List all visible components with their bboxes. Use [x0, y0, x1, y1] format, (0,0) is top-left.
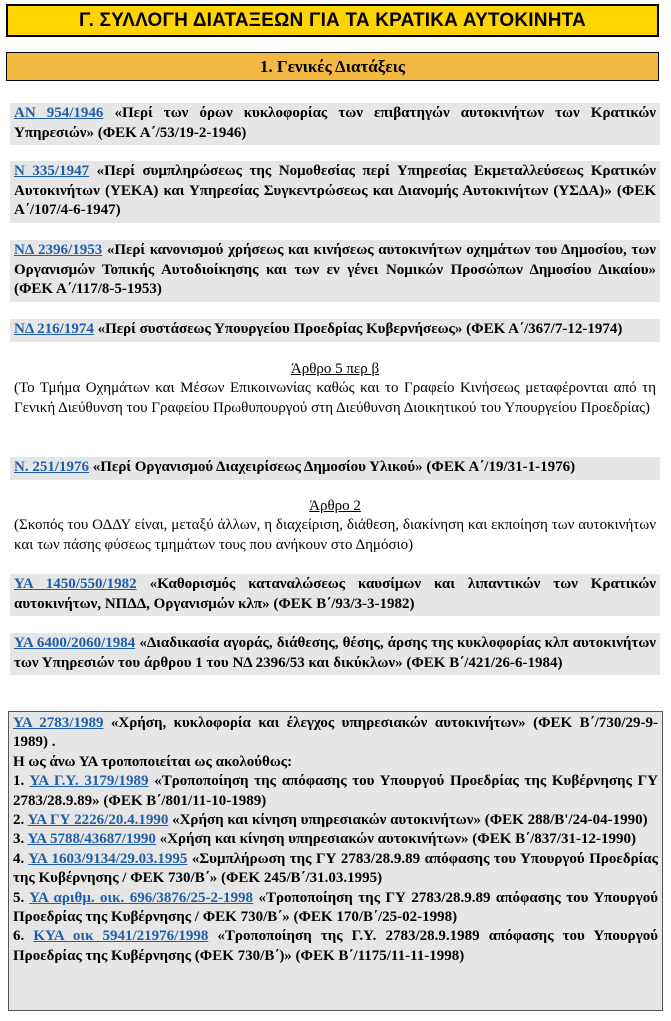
- amend-main-link[interactable]: ΥΑ 2783/1989: [13, 715, 104, 731]
- law-description-7: «Διαδικασία αγοράς, διάθεσης, θέσης, άρσης της κυκλοφορίας κλπ αυτοκινήτων των Υπηρεσιών του άρθρου 1 του ΝΔ 2396/53 και δικύκλων» (ΦΕΚ Β΄/421/26-6-1984): [14, 635, 657, 671]
- law-link-3[interactable]: ΝΔ 2396/1953: [14, 242, 103, 258]
- amend-item-5: [13, 889, 658, 928]
- amend-item-number: 2.: [13, 812, 25, 829]
- amend-item-number: 6.: [13, 928, 25, 945]
- article-note-5: (Σκοπός του ΟΔΔΥ είναι, μεταξύ άλλων, η διαχείριση, διάθεση, διακίνηση και εκποίηση των αυτοκινήτων και των πάσης φύσεως τμημάτων τους που ανήκουν στο Δημόσιο): [14, 517, 656, 553]
- article-label-4: Άρθρο 5 περ β: [290, 361, 380, 377]
- amend-intro: Η ως άνω ΥΑ τροποποιείται ως ακολούθως:: [13, 753, 293, 770]
- section-title: 1. Γενικές Διατάξεις: [6, 52, 659, 81]
- article-label-5: Άρθρο 2: [309, 498, 361, 514]
- amend-item-description-1: «Τροποποίηση της απόφασης του Υπουργού Προεδρίας της Κυβέρνησης ΓΥ 2783/28.9.89» (ΦΕΚ Β΄/801/11-10-1989): [13, 773, 658, 809]
- law-entry-2: [10, 161, 660, 223]
- law-link-2[interactable]: Ν 335/1947: [14, 163, 90, 179]
- law-entry-6: [10, 574, 660, 616]
- article-note-4: (Το Τμήμα Οχημάτων και Μέσων Επικοινωνίας καθώς και το Γραφείο Κινήσεως μεταφέρονται από τη Γενική Διεύθυνση του Γραφείου Πρωθυπουργού στη Διεύθυνση Διοικητικού του Υπουργείου Προεδρίας): [14, 380, 656, 416]
- amend-item-description-2: «Χρήση και κίνηση υπηρεσιακών αυτοκινήτων» (ΦΕΚ 288/Β'/24-04-1990): [168, 812, 648, 829]
- amend-item-number: 4.: [13, 850, 25, 867]
- article-heading-5: [10, 497, 660, 516]
- amend-item-3: [13, 830, 658, 849]
- law-description-1: «Περί των όρων κυκλοφορίας των επιβατηγών αυτοκινήτων των Κρατικών Υπηρεσιών» (ΦΕΚ Α΄/53/19-2-1946): [14, 105, 656, 141]
- amend-item-link-6[interactable]: ΚΥΑ οικ 5941/21976/1998: [33, 928, 209, 945]
- amend-item-1: [13, 772, 658, 811]
- law-link-6[interactable]: ΥΑ 1450/550/1982: [14, 576, 137, 592]
- amend-item-description-3: «Χρήση και κίνηση υπηρεσιακών αυτοκινήτων» (ΦΕΚ Β΄/837/31-12-1990): [155, 831, 636, 848]
- amend-item-description-6: «Τροποποίηση της Γ.Υ. 2783/28.9.1989 απόφασης του Υπουργού Προεδρίας της Κυβέρνησης (ΦΕΚ 730/Β΄)» (ΦΕΚ Β΄/1175/11-11-1998): [13, 928, 659, 964]
- amend-item-description-4: «Συμπλήρωση της ΓΥ 2783/28.9.89 απόφασης του Υπουργού Προεδρίας της Κυβέρνησης / ΦΕΚ 730/Β΄» (ΦΕΚ 245/Β΄/31.03.1995): [13, 850, 658, 887]
- law-link-5[interactable]: Ν. 251/1976: [14, 459, 89, 475]
- amend-item-link-3[interactable]: ΥΑ 5788/43687/1990: [27, 831, 156, 848]
- amend-item-link-5[interactable]: ΥΑ αριθμ. οικ. 696/3876/25-2-1998: [29, 889, 254, 906]
- amend-item-link-1[interactable]: ΥΑ Γ.Υ. 3179/1989: [29, 773, 149, 790]
- law-description-3: «Περί κανονισμού χρήσεως και κινήσεως αυτοκινήτων οχημάτων του Δημοσίου, των Οργανισμών Τοπικής Αυτοδιοίκησης και των εν γένει Νομικών Προσώπων Δημοσίου Δικαίου» (ΦΕΚ Α΄/117/8-5-1953): [14, 242, 656, 297]
- law-link-7[interactable]: ΥΑ 6400/2060/1984: [14, 635, 136, 651]
- amend-item-4: [13, 850, 658, 889]
- amend-item-6: [13, 927, 658, 966]
- law-description-5: «Περί Οργανισμού Διαχειρίσεως Δημοσίου Υλικού» (ΦΕΚ Α΄/19/31-1-1976): [89, 459, 576, 475]
- law-link-4[interactable]: ΝΔ 216/1974: [14, 321, 94, 337]
- law-description-2: «Περί συμπληρώσεως της Νομοθεσίας περί Υπηρεσίας Εκμεταλλεύσεως Κρατικών Αυτοκινήτων (ΥΕΚΑ) και Υπηρεσίας Συγκεντρώσεως και Διανομής Αυτοκινήτων (ΥΣΔΑ)» (ΦΕΚ Α΄/107/4-6-1947): [14, 163, 657, 218]
- amend-main: [13, 714, 658, 753]
- amend-item-2: [13, 811, 658, 830]
- article-heading-4: [10, 360, 660, 379]
- amendments-box: [8, 711, 663, 1011]
- law-entry-1: [10, 103, 660, 145]
- law-entry-7: [10, 633, 660, 675]
- amend-item-description-5: «Τροποποίηση της ΓΥ 2783/28.9.89 απόφασης του Υπουργού Προεδρίας της Κυβέρνησης / ΦΕΚ 730/Β΄» (ΦΕΚ 170/Β΄/25-02-1998): [13, 889, 658, 926]
- law-entry-5: [10, 457, 660, 480]
- amend-item-number: 5.: [13, 889, 25, 906]
- amend-item-link-2[interactable]: ΥΑ ΓΥ 2226/20.4.1990: [27, 812, 169, 829]
- amend-main-description: «Χρήση, κυκλοφορία και έλεγχος υπηρεσιακών αυτοκινήτων» (ΦΕΚ Β΄/730/29-9-1989) .: [13, 715, 658, 751]
- law-entry-3: [10, 240, 660, 302]
- law-entry-4: [10, 319, 660, 342]
- law-description-6: «Καθορισμός καταναλώσεως καυσίμων και λιπαντικών των Κρατικών αυτοκινήτων, ΝΠΔΔ, Οργανισμών κλπ» (ΦΕΚ Β΄/93/3-3-1982): [14, 576, 656, 612]
- document-title: Γ. ΣΥΛΛΟΓΗ ΔΙΑΤΑΞΕΩΝ ΓΙΑ ΤΑ ΚΡΑΤΙΚΑ ΑΥΤΟΚΙΝΗΤΑ: [6, 4, 659, 37]
- amend-item-number: 3.: [13, 831, 25, 848]
- amend-item-link-4[interactable]: ΥΑ 1603/9134/29.03.1995: [28, 850, 188, 867]
- amend-item-number: 1.: [13, 773, 25, 790]
- law-description-4: «Περί συστάσεως Υπουργείου Προεδρίας Κυβερνήσεως» (ΦΕΚ Α΄/367/7-12-1974): [93, 321, 623, 337]
- law-link-1[interactable]: ΑΝ 954/1946: [14, 105, 104, 121]
